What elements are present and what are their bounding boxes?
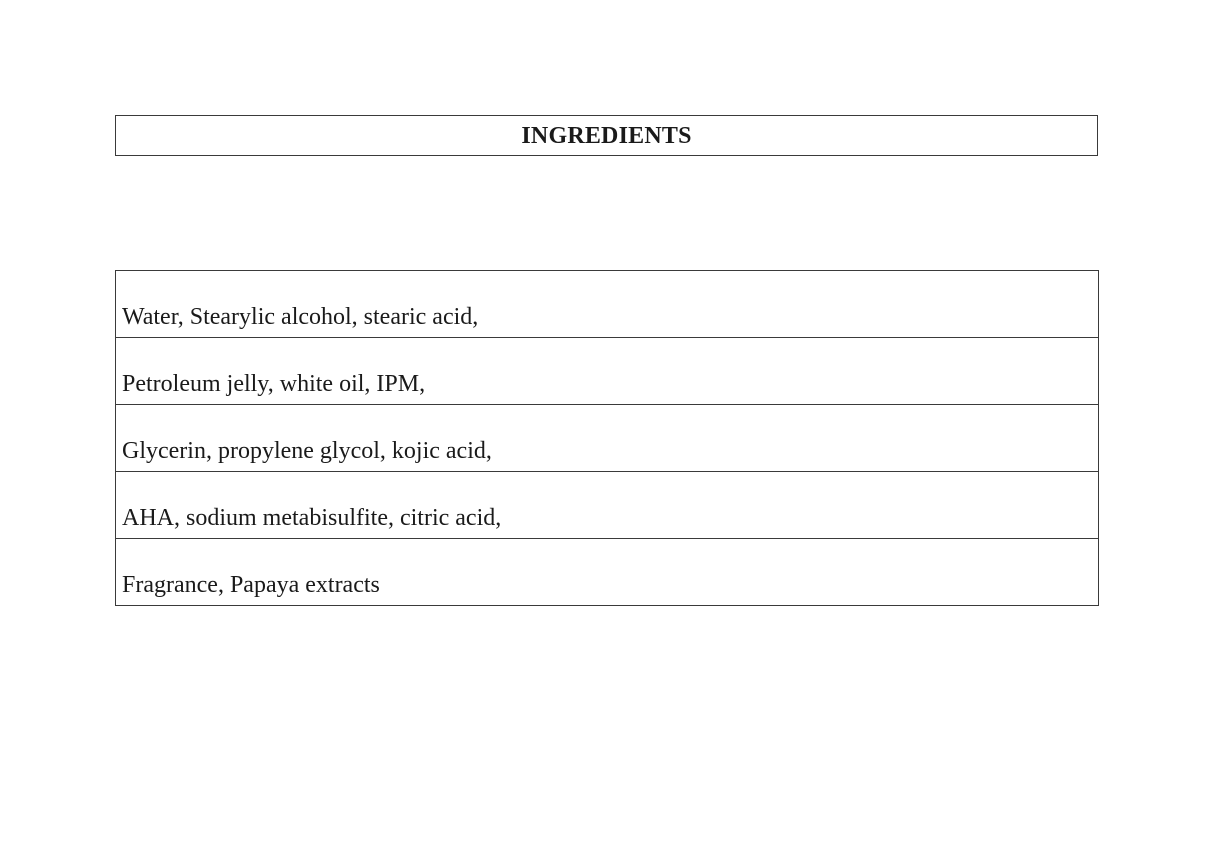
table-row	[116, 472, 1099, 539]
ingredient-line: Water, Stearylic alcohol, stearic acid,	[116, 271, 1099, 338]
table-row	[116, 271, 1099, 338]
document-title: INGREDIENTS	[521, 122, 692, 149]
ingredient-line: AHA, sodium metabisulfite, citric acid,	[116, 472, 1099, 539]
ingredients-table	[115, 270, 1099, 606]
title-box	[115, 115, 1098, 156]
ingredient-line: Fragrance, Papaya extracts	[116, 539, 1099, 606]
table-row	[116, 338, 1099, 405]
table-row	[116, 539, 1099, 606]
ingredient-line: Petroleum jelly, white oil, IPM,	[116, 338, 1099, 405]
table-row	[116, 405, 1099, 472]
ingredient-line: Glycerin, propylene glycol, kojic acid,	[116, 405, 1099, 472]
